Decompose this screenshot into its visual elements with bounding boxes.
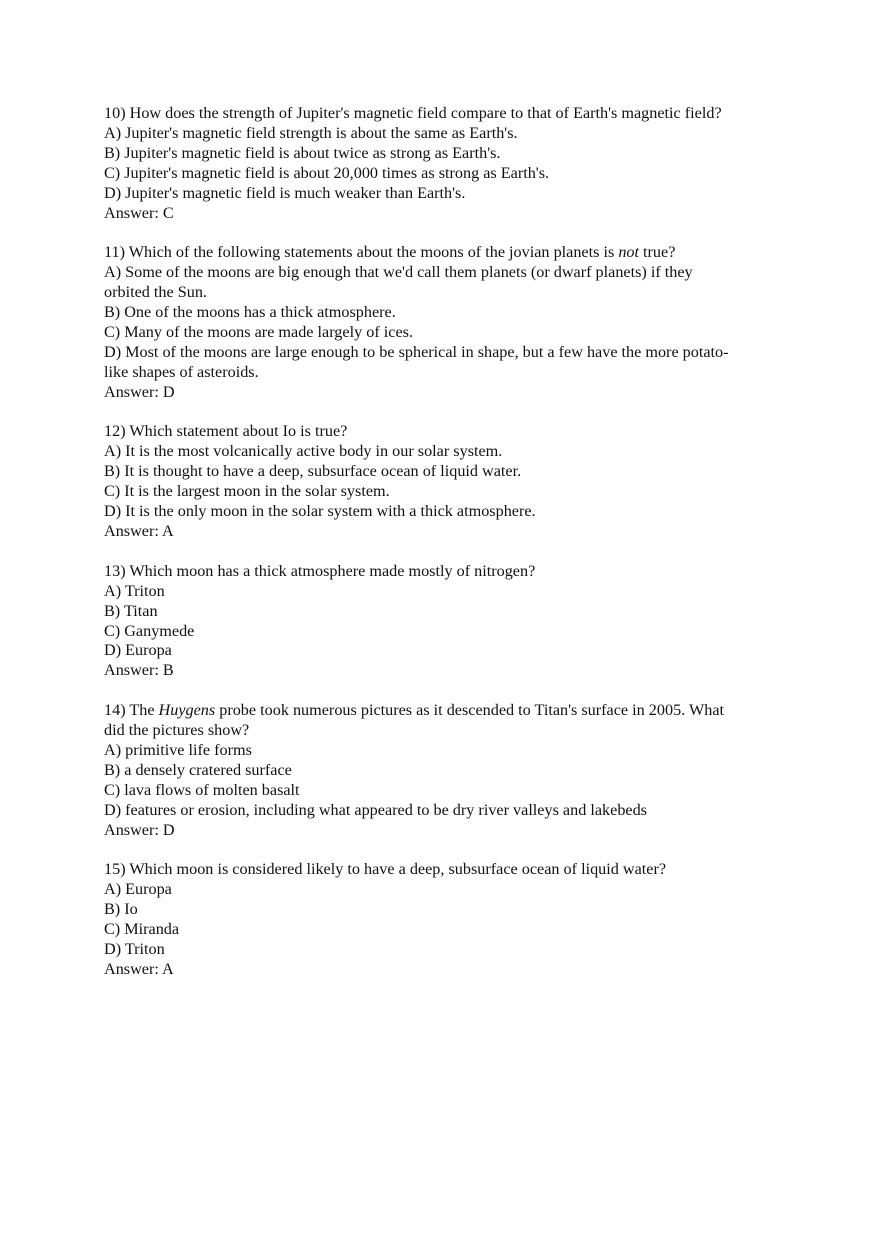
option-d: D) Triton	[104, 939, 165, 958]
answer: Answer: A	[104, 522, 174, 540]
option-d: D) features or erosion, including what appeared to be dry river valleys and lakebeds	[104, 800, 647, 819]
question-10	[104, 104, 780, 223]
question-stem: 12) Which statement about Io is true?	[104, 422, 348, 441]
question-stem-continued: did the pictures show?	[104, 721, 250, 740]
question-12	[104, 422, 780, 541]
option-a: A) Triton	[104, 581, 165, 600]
stem-text: probe took numerous pictures as it descended to Titan's surface in 2005. What	[215, 701, 725, 720]
option-a: A) Some of the moons are big enough that we'd call them planets (or dwarf planets) if they	[104, 263, 693, 282]
option-b: B) Jupiter's magnetic field is about twice as strong as Earth's.	[104, 143, 501, 162]
question-13	[104, 562, 780, 681]
stem-emphasis: Huygens	[158, 701, 216, 720]
option-c: C) lava flows of molten basalt	[104, 780, 300, 799]
question-14	[104, 701, 780, 840]
option-d-continued: like shapes of asteroids.	[104, 362, 259, 381]
answer: Answer: A	[104, 959, 174, 978]
answer: Answer: D	[104, 820, 175, 839]
option-c: C) Jupiter's magnetic field is about 20,000 times as strong as Earth's.	[104, 163, 550, 182]
answer: Answer: D	[104, 382, 175, 401]
option-b: B) Titan	[104, 601, 158, 620]
question-stem	[104, 701, 780, 721]
question-15	[104, 860, 780, 979]
stem-emphasis: not	[618, 243, 639, 262]
stem-text: 14) The	[104, 701, 159, 720]
option-b: B) One of the moons has a thick atmosphere.	[104, 303, 396, 322]
question-stem: 15) Which moon is considered likely to have a deep, subsurface ocean of liquid water?	[104, 860, 667, 879]
option-b: B) a densely cratered surface	[104, 760, 292, 779]
option-d: D) It is the only moon in the solar system with a thick atmosphere.	[104, 502, 536, 521]
option-a: A) primitive life forms	[104, 740, 252, 759]
stem-text: 11) Which of the following statements about the moons of the jovian planets is	[104, 243, 619, 262]
option-c: C) It is the largest moon in the solar system.	[104, 482, 390, 501]
option-d: D) Jupiter's magnetic field is much weaker than Earth's.	[104, 183, 466, 202]
option-a-continued: orbited the Sun.	[104, 283, 207, 302]
option-b: B) It is thought to have a deep, subsurface ocean of liquid water.	[104, 462, 522, 481]
option-d: D) Most of the moons are large enough to be spherical in shape, but a few have the more potato-	[104, 342, 729, 361]
option-d: D) Europa	[104, 641, 172, 660]
option-a: A) It is the most volcanically active body in our solar system.	[104, 442, 503, 461]
stem-text: true?	[639, 243, 676, 262]
option-b: B) Io	[104, 900, 138, 919]
question-11	[104, 243, 780, 402]
question-stem: 10) How does the strength of Jupiter's magnetic field compare to that of Earth's magnetic field?	[104, 104, 722, 122]
question-stem: 13) Which moon has a thick atmosphere made mostly of nitrogen?	[104, 561, 536, 580]
question-stem	[104, 243, 780, 263]
option-a: A) Europa	[104, 880, 172, 899]
option-c: C) Miranda	[104, 920, 180, 939]
option-c: C) Ganymede	[104, 621, 195, 640]
answer: Answer: B	[104, 661, 174, 680]
option-a: A) Jupiter's magnetic field strength is about the same as Earth's.	[104, 123, 518, 142]
option-c: C) Many of the moons are made largely of ices.	[104, 322, 413, 341]
answer: Answer: C	[104, 203, 174, 222]
